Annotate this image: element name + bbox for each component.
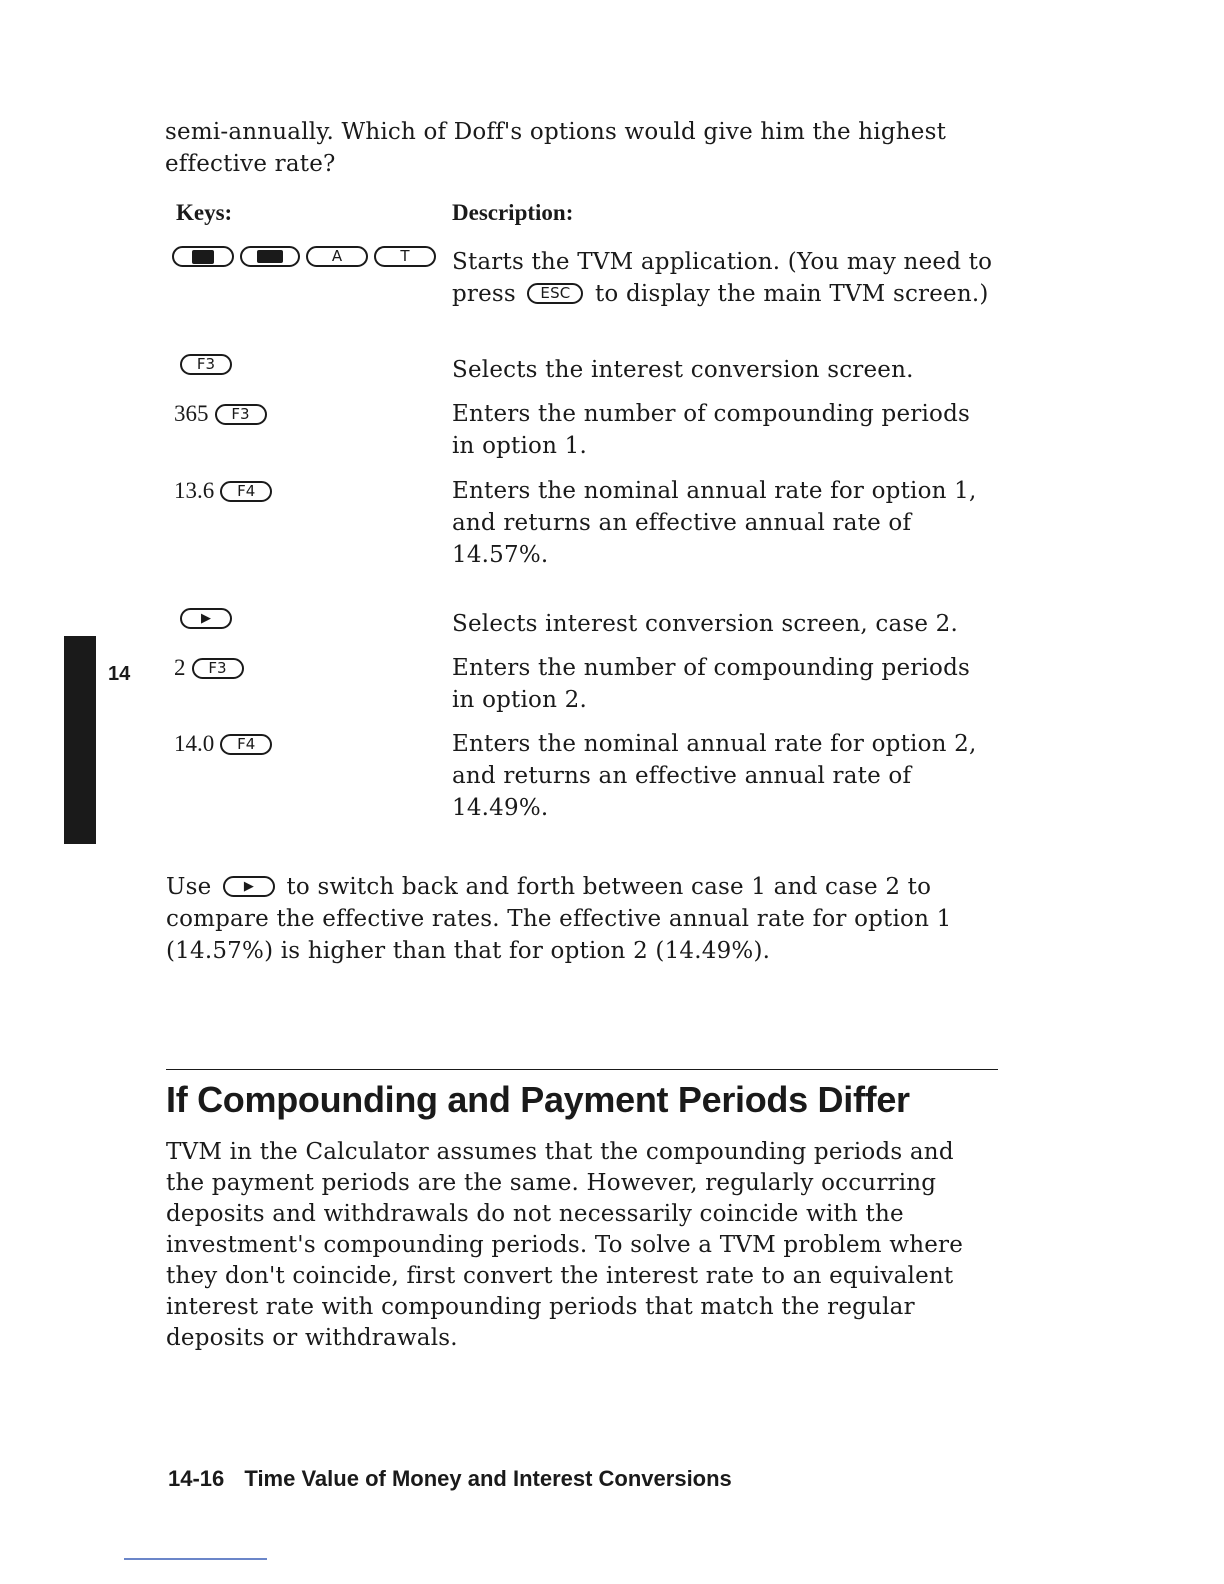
key-prefix-value: 14.0 (174, 731, 215, 756)
right-arrow-icon: ▶ (201, 611, 211, 626)
key-esc: ESC (527, 283, 583, 304)
summary-text: to switch back and forth between case 1 and case 2 to compare the effective rates. The effective annual rate for option 1 (14.57%) is higher than that for option 2 (14.49%). (166, 874, 952, 964)
description-text: Starts the TVM application. (You may need to press (452, 249, 993, 307)
shift-key (172, 246, 234, 267)
table-row-keys (174, 475, 272, 507)
table-row-keys (172, 246, 436, 267)
chapter-tab-number: 14 (108, 663, 131, 685)
keys-column-header: Keys: (176, 200, 233, 225)
table-row-description: Enters the nominal annual rate for option 1, and returns an effective annual rate of 14.57%. (452, 478, 977, 568)
right-arrow-key (180, 608, 232, 629)
section-body: TVM in the Calculator assumes that the compounding periods and the payment periods are the same. However, regularly occurring deposits and withdrawals do not necessarily coincide with the investment's compounding periods. To solve a TVM problem where they don't coincide, first convert the interest rate to an equivalent interest rate with compounding periods that match the regular deposits or withdrawals. (166, 1139, 964, 1351)
chapter-tab-bar (64, 636, 96, 844)
right-arrow-icon: ▶ (243, 878, 255, 894)
key-a: A (306, 246, 368, 267)
table-row-description: Enters the nominal annual rate for option 2, and returns an effective annual rate of 14.49%. (452, 731, 977, 821)
bottom-edge-line (124, 1558, 267, 1560)
key-f4: F4 (220, 481, 272, 502)
table-row-description: Selects the interest conversion screen. (452, 357, 914, 383)
table-row-keys (174, 728, 272, 760)
summary-paragraph (166, 871, 996, 967)
description-text: to display the main TVM screen.) (594, 281, 989, 307)
key-f3: F3 (192, 658, 244, 679)
solid-key (240, 246, 300, 267)
key-t: T (374, 246, 436, 267)
table-row-description: Enters the number of compounding periods in option 1. (452, 401, 971, 459)
table-row-keys (174, 354, 232, 375)
key-f3: F3 (180, 354, 232, 375)
table-row-keys (174, 652, 244, 684)
key-prefix-value: 365 (174, 401, 209, 426)
page-number: 14-16 (168, 1466, 225, 1491)
table-row-description: Selects interest conversion screen, case 2. (452, 611, 959, 637)
key-inverse-icon (192, 250, 214, 264)
table-row-keys (174, 608, 232, 629)
key-f4: F4 (220, 734, 272, 755)
section-divider (166, 1069, 998, 1070)
summary-text: Use (166, 874, 212, 900)
key-prefix-value: 2 (174, 655, 186, 680)
intro-paragraph: semi-annually. Which of Doff's options would give him the highest effective rate? (165, 119, 947, 177)
page-footer (168, 1466, 732, 1492)
key-f3: F3 (215, 404, 267, 425)
key-solid-icon (257, 250, 283, 263)
table-row-description (452, 246, 997, 310)
chapter-title: Time Value of Money and Interest Conversions (244, 1466, 732, 1491)
table-row-keys (174, 398, 267, 430)
description-column-header: Description: (452, 200, 574, 225)
right-arrow-key (223, 876, 275, 897)
key-prefix-value: 13.6 (174, 478, 215, 503)
section-heading: If Compounding and Payment Periods Differ (166, 1079, 910, 1120)
table-row-description: Enters the number of compounding periods in option 2. (452, 655, 971, 713)
